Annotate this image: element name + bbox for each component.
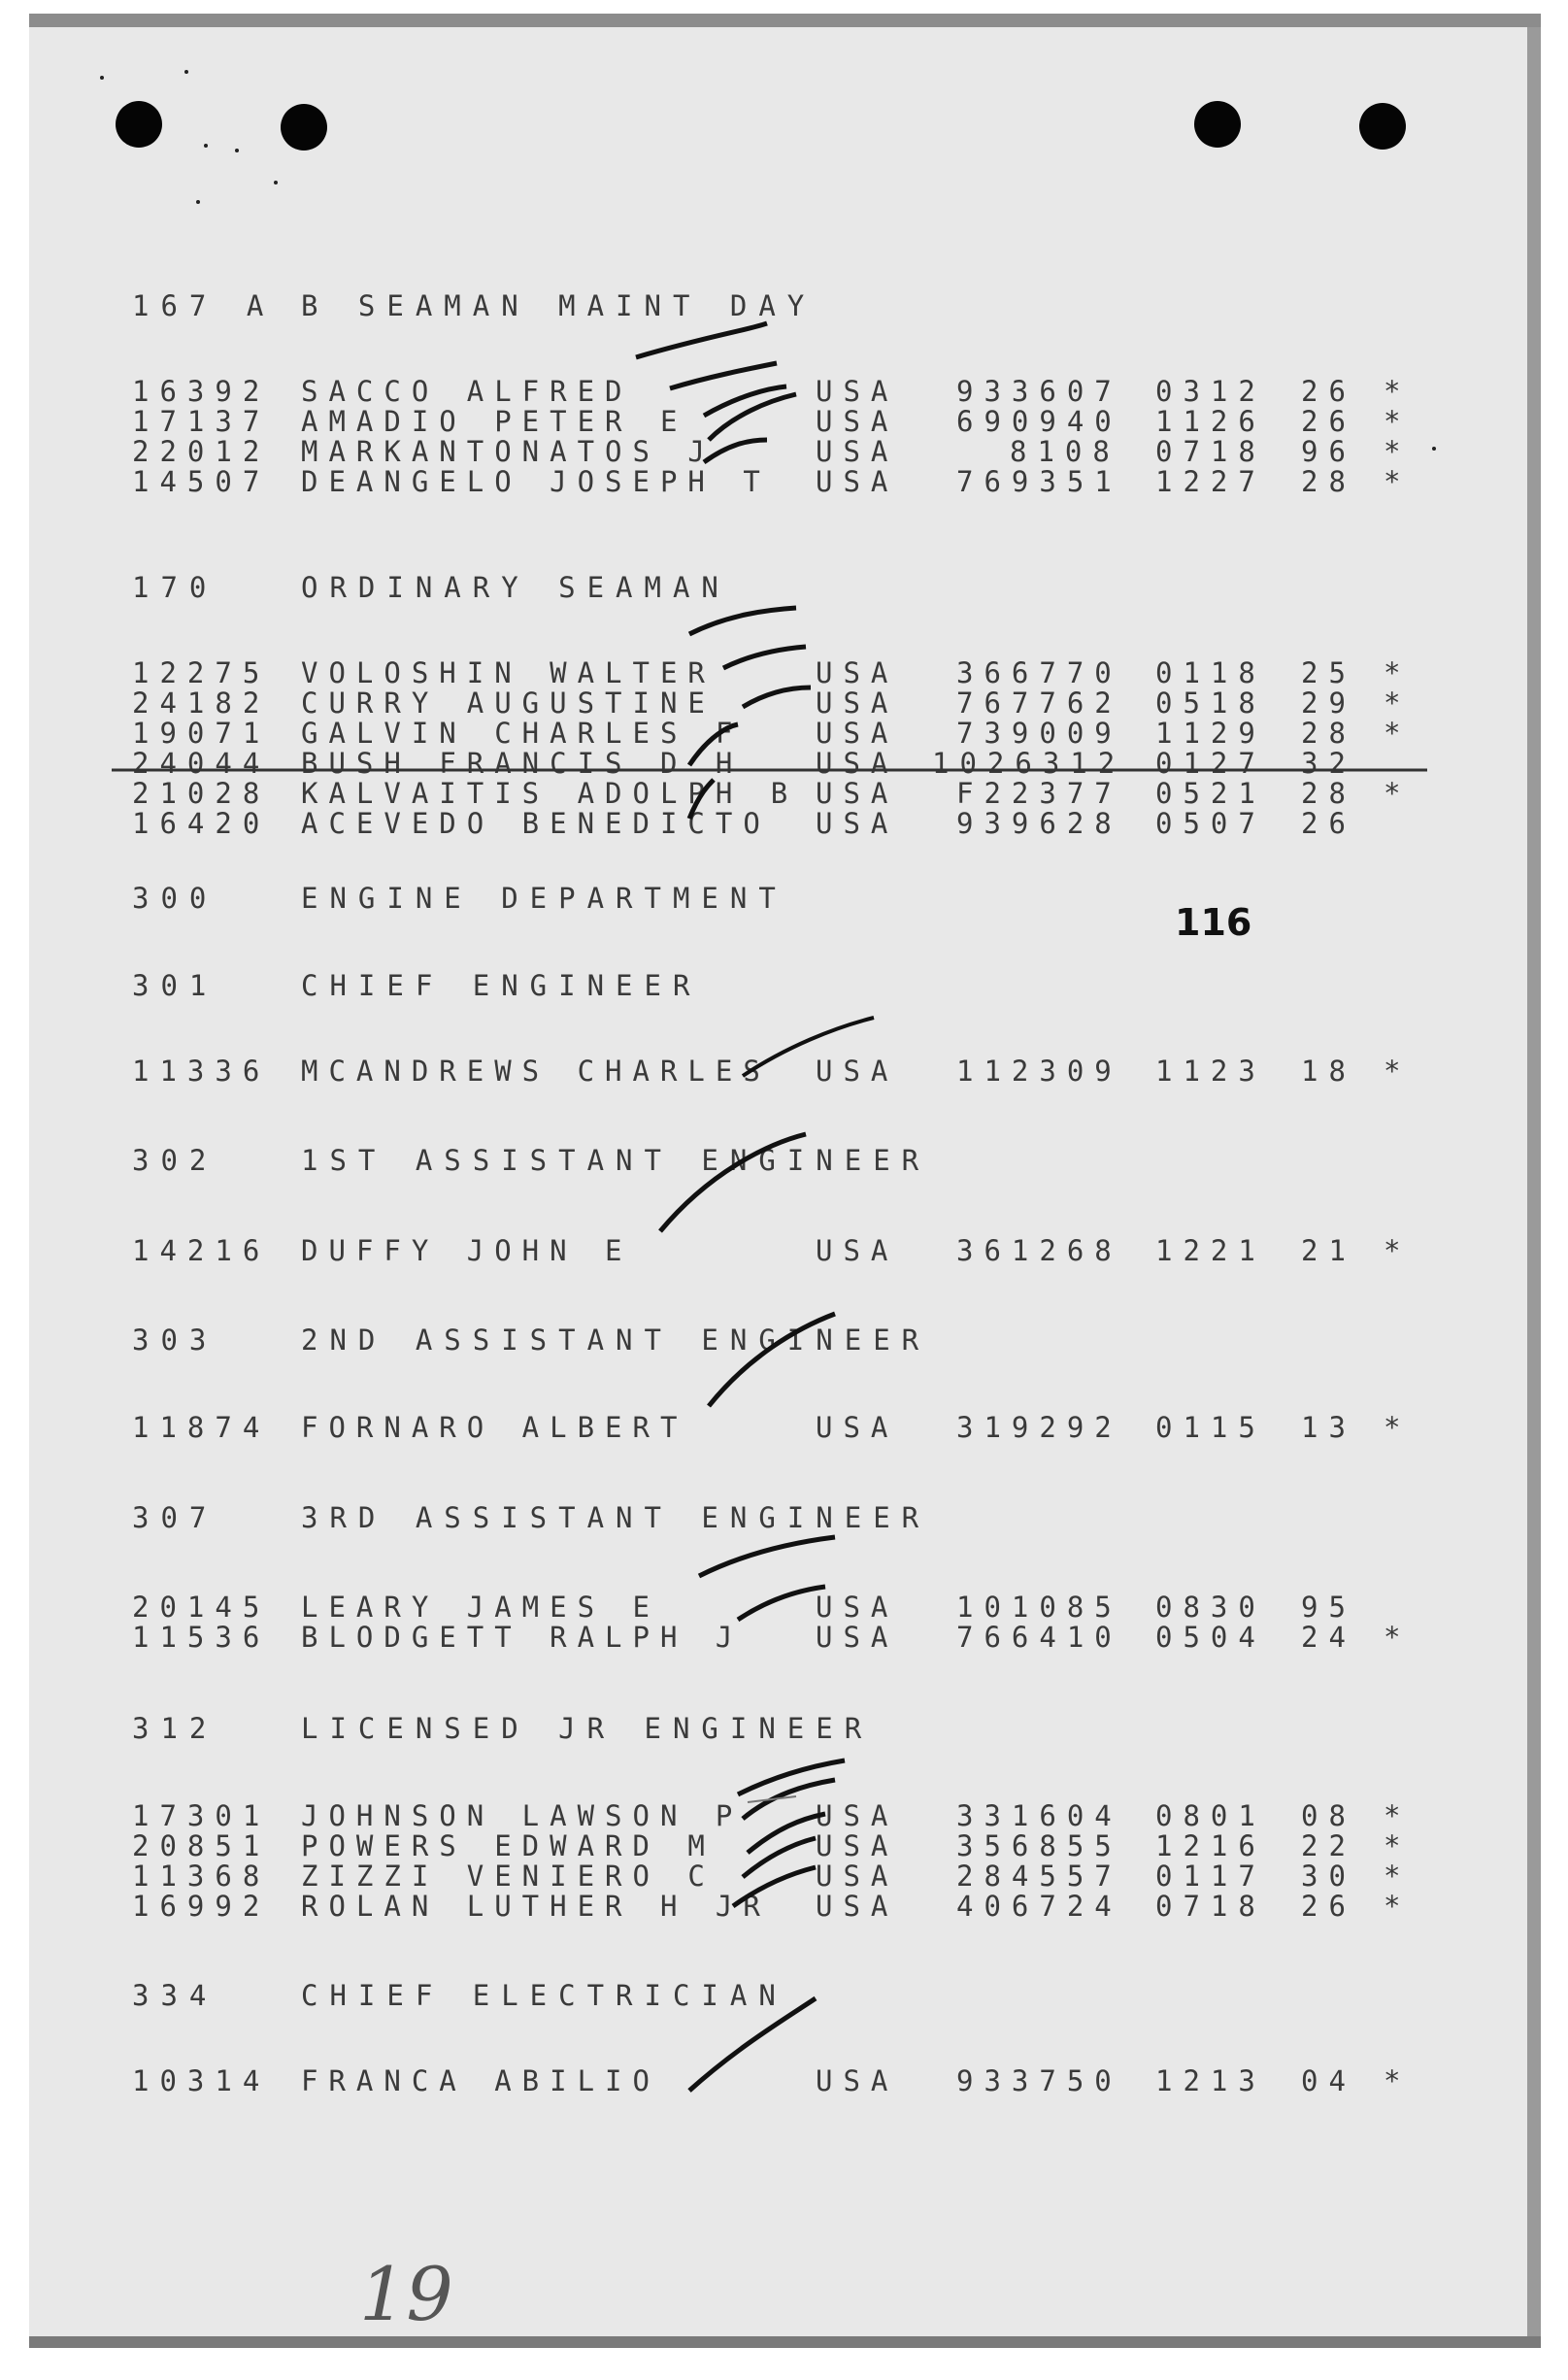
- crew-id: 14507: [132, 465, 271, 498]
- citizenship: USA: [816, 1591, 899, 1624]
- crew-name: ZIZZI VENIERO C: [301, 1860, 716, 1893]
- date-code: 1221: [1155, 1234, 1266, 1267]
- document-number: 361268: [956, 1234, 1122, 1267]
- check-mark: [660, 1134, 806, 1231]
- page-number: 116: [1175, 901, 1252, 944]
- document-number: 406724: [956, 1890, 1122, 1923]
- check-mark: [689, 724, 738, 765]
- asterisk-mark: *: [1384, 1799, 1412, 1832]
- citizenship: USA: [816, 465, 899, 498]
- scan-frame-bottom: [29, 2336, 1541, 2348]
- citizenship: USA: [816, 1411, 899, 1444]
- section-title: ORDINARY SEAMAN: [301, 571, 730, 604]
- crew-name: MCANDREWS CHARLES: [301, 1055, 771, 1088]
- year-code: 26: [1301, 1890, 1356, 1923]
- asterisk-mark: *: [1384, 1621, 1412, 1654]
- asterisk-mark: *: [1384, 777, 1412, 810]
- check-mark: [699, 1537, 835, 1576]
- document-number: 356855: [956, 1829, 1122, 1862]
- crew-name: VOLOSHIN WALTER: [301, 656, 716, 689]
- section-code: 302: [132, 1144, 218, 1177]
- crew-id: 17301: [132, 1799, 271, 1832]
- check-mark: [709, 1314, 835, 1406]
- asterisk-mark: *: [1384, 1890, 1412, 1923]
- crew-name: FRANCA ABILIO: [301, 2064, 660, 2097]
- asterisk-mark: *: [1384, 435, 1412, 468]
- year-code: 04: [1301, 2064, 1356, 2097]
- section-title: B SEAMAN MAINT DAY: [301, 289, 817, 322]
- citizenship: USA: [816, 1860, 899, 1893]
- document-number: 284557: [956, 1860, 1122, 1893]
- citizenship: USA: [816, 747, 899, 780]
- check-mark: [704, 440, 767, 462]
- citizenship: USA: [816, 1621, 899, 1654]
- crew-id: 11336: [132, 1055, 271, 1088]
- asterisk-mark: *: [1384, 1411, 1412, 1444]
- document-number: 319292: [956, 1411, 1122, 1444]
- document-number: 690940: [956, 405, 1122, 438]
- check-mark: [743, 1018, 874, 1076]
- year-code: 13: [1301, 1411, 1356, 1444]
- citizenship: USA: [816, 1890, 899, 1923]
- year-code: 25: [1301, 656, 1356, 689]
- asterisk-mark: *: [1384, 687, 1412, 720]
- year-code: 26: [1301, 375, 1356, 408]
- section-title: CHIEF ENGINEER: [301, 969, 702, 1002]
- check-mark: [689, 608, 796, 634]
- crew-id: 14216: [132, 1234, 271, 1267]
- document-number: 1026312: [932, 747, 1126, 780]
- document-number: F22377: [956, 777, 1122, 810]
- crew-name: KALVAITIS ADOLPH B: [301, 777, 799, 810]
- crew-id: 19071: [132, 717, 271, 750]
- year-code: 96: [1301, 435, 1356, 468]
- document-number: 766410: [956, 1621, 1122, 1654]
- check-mark: [709, 394, 796, 440]
- crew-name: JOHNSON LAWSON P: [301, 1799, 744, 1832]
- asterisk-mark: *: [1384, 375, 1412, 408]
- year-code: 28: [1301, 465, 1356, 498]
- date-code: 0801: [1155, 1799, 1266, 1832]
- document-number: 933607: [956, 375, 1122, 408]
- section-code: 303: [132, 1324, 218, 1357]
- section-title: CHIEF ELECTRICIAN: [301, 1979, 787, 2012]
- crew-name: FORNARO ALBERT: [301, 1411, 688, 1444]
- citizenship: USA: [816, 1829, 899, 1862]
- document-number: 769351: [956, 465, 1122, 498]
- crew-id: 11874: [132, 1411, 271, 1444]
- scan-frame-right: [1527, 27, 1541, 2336]
- crew-id: 16992: [132, 1890, 271, 1923]
- asterisk-mark: *: [1384, 1055, 1412, 1088]
- year-code: 26: [1301, 807, 1356, 840]
- asterisk-mark: *: [1384, 1234, 1412, 1267]
- crew-name: ROLAN LUTHER H JR: [301, 1890, 771, 1923]
- year-code: 28: [1301, 717, 1356, 750]
- check-mark: [738, 1587, 825, 1620]
- crew-id: 21028: [132, 777, 271, 810]
- section-title: LICENSED JR ENGINEER: [301, 1712, 874, 1745]
- date-code: 0117: [1155, 1860, 1266, 1893]
- crew-id: 24044: [132, 747, 271, 780]
- crew-name: DUFFY JOHN E: [301, 1234, 633, 1267]
- crew-name: CURRY AUGUSTINE: [301, 687, 716, 720]
- section-code: 307: [132, 1501, 218, 1534]
- crew-name: GALVIN CHARLES F: [301, 717, 744, 750]
- crew-id: 12275: [132, 656, 271, 689]
- pencil-annotations: [29, 27, 1527, 2336]
- year-code: 22: [1301, 1829, 1356, 1862]
- citizenship: USA: [816, 656, 899, 689]
- check-mark: [743, 687, 811, 707]
- asterisk-mark: *: [1384, 1829, 1412, 1862]
- crew-id: 17137: [132, 405, 271, 438]
- asterisk-mark: *: [1384, 405, 1412, 438]
- crew-name: AMADIO PETER E: [301, 405, 688, 438]
- crew-name: DEANGELO JOSEPH T: [301, 465, 771, 498]
- section-code: 300: [132, 882, 218, 915]
- year-code: 08: [1301, 1799, 1356, 1832]
- year-code: 26: [1301, 405, 1356, 438]
- document-number: 101085: [956, 1591, 1122, 1624]
- date-code: 1126: [1155, 405, 1266, 438]
- citizenship: USA: [816, 1055, 899, 1088]
- document-number: 331604: [956, 1799, 1122, 1832]
- crew-name: LEARY JAMES E: [301, 1591, 660, 1624]
- year-code: 30: [1301, 1860, 1356, 1893]
- document-number: 112309: [956, 1055, 1122, 1088]
- date-code: 1213: [1155, 2064, 1266, 2097]
- paper-sheet: [29, 27, 1527, 2336]
- section-title: 2ND ASSISTANT ENGINEER: [301, 1324, 931, 1357]
- citizenship: USA: [816, 687, 899, 720]
- section-code: 170: [132, 571, 218, 604]
- date-code: 0718: [1155, 1890, 1266, 1923]
- year-code: 95: [1301, 1591, 1356, 1624]
- citizenship: USA: [816, 405, 899, 438]
- crew-id: 16392: [132, 375, 271, 408]
- crew-id: 24182: [132, 687, 271, 720]
- date-code: 1129: [1155, 717, 1266, 750]
- asterisk-mark: *: [1384, 2064, 1412, 2097]
- date-code: 0507: [1155, 807, 1266, 840]
- crew-id: 20145: [132, 1591, 271, 1624]
- date-code: 1216: [1155, 1829, 1266, 1862]
- section-code: 301: [132, 969, 218, 1002]
- crew-name: MARKANTONATOS J: [301, 435, 716, 468]
- scan-frame-top: [29, 14, 1541, 27]
- document-number: 933750: [956, 2064, 1122, 2097]
- date-code: 0118: [1155, 656, 1266, 689]
- asterisk-mark: *: [1384, 1860, 1412, 1893]
- crew-name: SACCO ALFRED: [301, 375, 633, 408]
- date-code: 0521: [1155, 777, 1266, 810]
- crew-name: POWERS EDWARD M: [301, 1829, 716, 1862]
- year-code: 24: [1301, 1621, 1356, 1654]
- document-number: 366770: [956, 656, 1122, 689]
- section-title: 1ST ASSISTANT ENGINEER: [301, 1144, 931, 1177]
- date-code: 1123: [1155, 1055, 1266, 1088]
- document-number: 767762: [956, 687, 1122, 720]
- year-code: 18: [1301, 1055, 1356, 1088]
- section-code: 312: [132, 1712, 218, 1745]
- asterisk-mark: *: [1384, 656, 1412, 689]
- citizenship: USA: [816, 375, 899, 408]
- check-mark: [636, 323, 767, 357]
- asterisk-mark: *: [1384, 717, 1412, 750]
- date-code: 0127: [1155, 747, 1266, 780]
- check-mark: [670, 363, 777, 388]
- date-code: 0830: [1155, 1591, 1266, 1624]
- date-code: 0312: [1155, 375, 1266, 408]
- crew-id: 10314: [132, 2064, 271, 2097]
- crew-id: 20851: [132, 1829, 271, 1862]
- document-number: 739009: [956, 717, 1122, 750]
- check-mark: [689, 1998, 816, 2091]
- date-code: 0115: [1155, 1411, 1266, 1444]
- citizenship: USA: [816, 807, 899, 840]
- citizenship: USA: [816, 435, 899, 468]
- date-code: 0718: [1155, 435, 1266, 468]
- document-number: 939628: [956, 807, 1122, 840]
- crew-id: 16420: [132, 807, 271, 840]
- check-mark: [689, 780, 714, 819]
- asterisk-mark: *: [1384, 465, 1412, 498]
- section-title: 3RD ASSISTANT ENGINEER: [301, 1501, 931, 1534]
- date-code: 0518: [1155, 687, 1266, 720]
- citizenship: USA: [816, 1234, 899, 1267]
- document-number: 8108: [1010, 435, 1120, 468]
- year-code: 28: [1301, 777, 1356, 810]
- citizenship: USA: [816, 717, 899, 750]
- year-code: 32: [1301, 747, 1356, 780]
- section-title: ENGINE DEPARTMENT: [301, 882, 787, 915]
- date-code: 1227: [1155, 465, 1266, 498]
- section-code: 167 A: [132, 289, 276, 322]
- citizenship: USA: [816, 2064, 899, 2097]
- crew-id: 11368: [132, 1860, 271, 1893]
- crew-name: ACEVEDO BENEDICTO: [301, 807, 771, 840]
- year-code: 29: [1301, 687, 1356, 720]
- citizenship: USA: [816, 777, 899, 810]
- check-mark: [723, 647, 806, 668]
- crew-name: BUSH FRANCIS D H: [301, 747, 744, 780]
- crew-id: 11536: [132, 1621, 271, 1654]
- crew-id: 22012: [132, 435, 271, 468]
- citizenship: USA: [816, 1799, 899, 1832]
- handwritten-number: 19: [359, 2251, 453, 2337]
- date-code: 0504: [1155, 1621, 1266, 1654]
- section-code: 334: [132, 1979, 218, 2012]
- year-code: 21: [1301, 1234, 1356, 1267]
- crew-name: BLODGETT RALPH J: [301, 1621, 744, 1654]
